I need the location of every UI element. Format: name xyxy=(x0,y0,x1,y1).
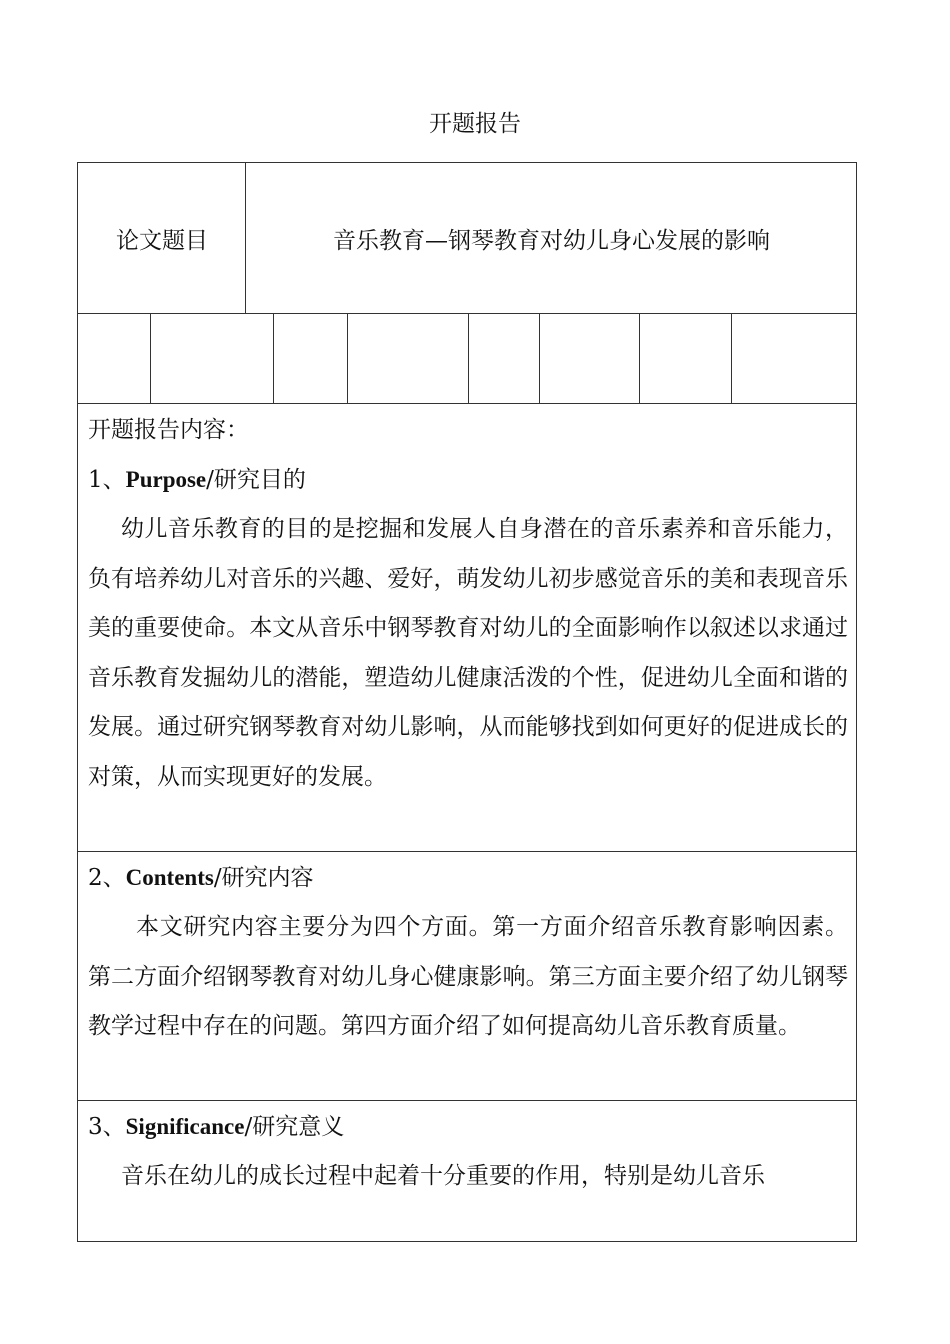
empty-cell-divider xyxy=(347,313,348,403)
section-purpose xyxy=(88,405,848,802)
topic-label: 论文题目 xyxy=(116,227,208,254)
row-divider-2 xyxy=(78,403,856,404)
empty-cell-divider xyxy=(150,313,151,403)
content-label: 开题报告内容： xyxy=(88,417,249,443)
section-contents xyxy=(88,853,848,1052)
row-divider-4 xyxy=(78,1100,856,1101)
section-significance xyxy=(88,1102,848,1202)
section-heading: 1、Purpose/研究目的 xyxy=(88,467,306,493)
section-heading: 3、Significance/研究意义 xyxy=(88,1114,345,1140)
section-body: 音乐在幼儿的成长过程中起着十分重要的作用，特别是幼儿音乐 xyxy=(121,1163,765,1189)
empty-cell-divider xyxy=(468,313,469,403)
document-title: 开题报告 xyxy=(429,111,521,137)
empty-cell-divider xyxy=(731,313,732,403)
section-body: 幼儿音乐教育的目的是挖掘和发展人自身潜在的音乐素养和音乐能力，负有培养幼儿对音乐的兴趣、爱好，萌发幼儿初步感觉音乐的美和表现音乐美的重要使命。本文从音乐中钢琴教育对幼儿的全面影响作以叙述以求通过音乐教育发掘幼儿的潜能，塑造幼儿健康活泼的个性，促进幼儿全面和谐的发展。通过研究钢琴教育对幼儿影响，从而能够找到如何更好的促进成长的对策，从而实现更好的发展。 xyxy=(88,516,848,790)
empty-cell-divider xyxy=(539,313,540,403)
topic-value: 音乐教育—钢琴教育对幼儿身心发展的影响 xyxy=(333,227,770,254)
row-divider-3 xyxy=(78,851,856,852)
section-body: 本文研究内容主要分为四个方面。第一方面介绍音乐教育影响因素。第二方面介绍钢琴教育对幼儿身心健康影响。第三方面主要介绍了幼儿钢琴教学过程中存在的问题。第四方面介绍了如何提高幼儿音乐教育质量。 xyxy=(88,914,848,1039)
proposal-table xyxy=(77,162,857,1242)
row-divider-1 xyxy=(78,313,856,314)
empty-cell-divider xyxy=(639,313,640,403)
section-heading: 2、Contents/研究内容 xyxy=(88,865,314,891)
empty-cell-divider xyxy=(273,313,274,403)
